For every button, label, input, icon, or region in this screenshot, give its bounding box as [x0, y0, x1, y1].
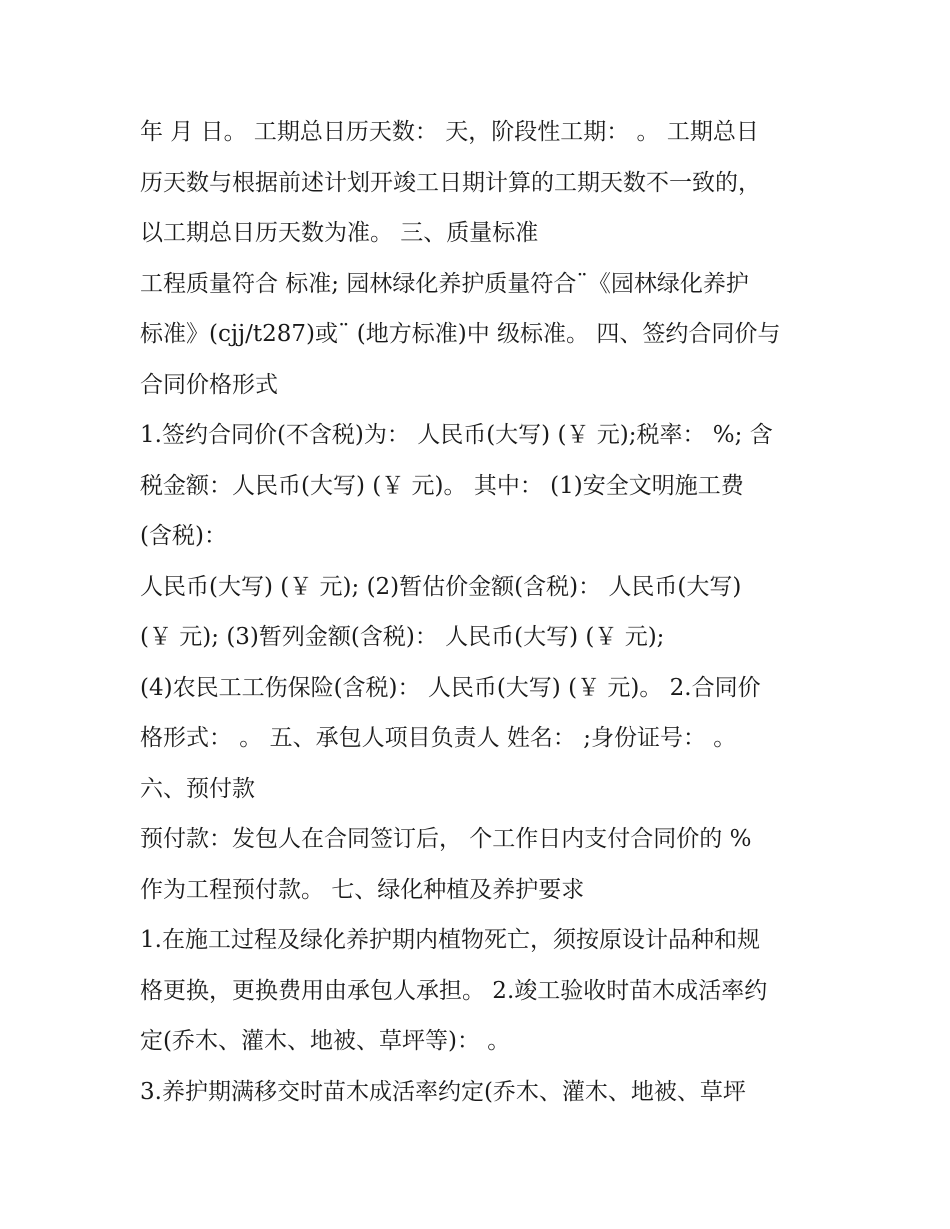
text-line: 以工期总日历天数为准。 三、质量标准: [140, 220, 539, 246]
text-line: 定(乔木、灌木、地被、草坪等)： 。: [140, 1028, 511, 1054]
text-line: 税金额：人民币(大写) (￥ 元)。 其中： (1)安全文明施工费: [140, 472, 744, 499]
text-line: (含税)：: [140, 523, 227, 549]
text-line: 格更换，更换费用由承包人承担。 2.竣工验收时苗木成活率约: [140, 977, 768, 1004]
text-line: (￥ 元); (3)暂列金额(含税)： 人民币(大写) (￥ 元);: [140, 624, 665, 650]
text-line: (4)农民工工伤保险(含税)： 人民币(大写) (￥ 元)。 2.合同价: [140, 674, 761, 701]
text-line: 预付款：发包人在合同签订后， 个工作日内支付合同价的 %: [140, 826, 752, 852]
contract-text-body: [140, 107, 820, 1117]
text-line: 人民币(大写) (￥ 元); (2)暂估价金额(含税)： 人民币(大写): [140, 573, 742, 600]
text-line: 合同价格形式: [140, 371, 278, 398]
text-line: 作为工程预付款。 七、绿化种植及养护要求: [140, 876, 585, 903]
text-line: 3.养护期满移交时苗木成活率约定(乔木、灌木、地被、草坪: [140, 1078, 746, 1105]
text-line: 1.签约合同价(不含税)为： 人民币(大写) (￥ 元);税率： %; 含: [140, 422, 773, 448]
text-line: 标准》(cjj/t287)或¨ (地方标准)中 级标准。 四、签约合同价与: [140, 321, 781, 347]
text-line: 年 月 日。 工期总日历天数： 天，阶段性工期： 。 工期总日: [140, 119, 759, 145]
text-line: 格形式： 。 五、承包人项目负责人 姓名： ;身份证号： 。: [140, 725, 737, 751]
text-line: 1.在施工过程及绿化养护期内植物死亡，须按原设计品种和规: [140, 927, 760, 953]
text-line: 工程质量符合 标准; 园林绿化养护质量符合¨《园林绿化养护: [140, 270, 749, 297]
text-line: 历天数与根据前述计划开竣工日期计算的工期天数不一致的，: [140, 169, 761, 196]
text-line: 六、预付款: [140, 775, 255, 802]
